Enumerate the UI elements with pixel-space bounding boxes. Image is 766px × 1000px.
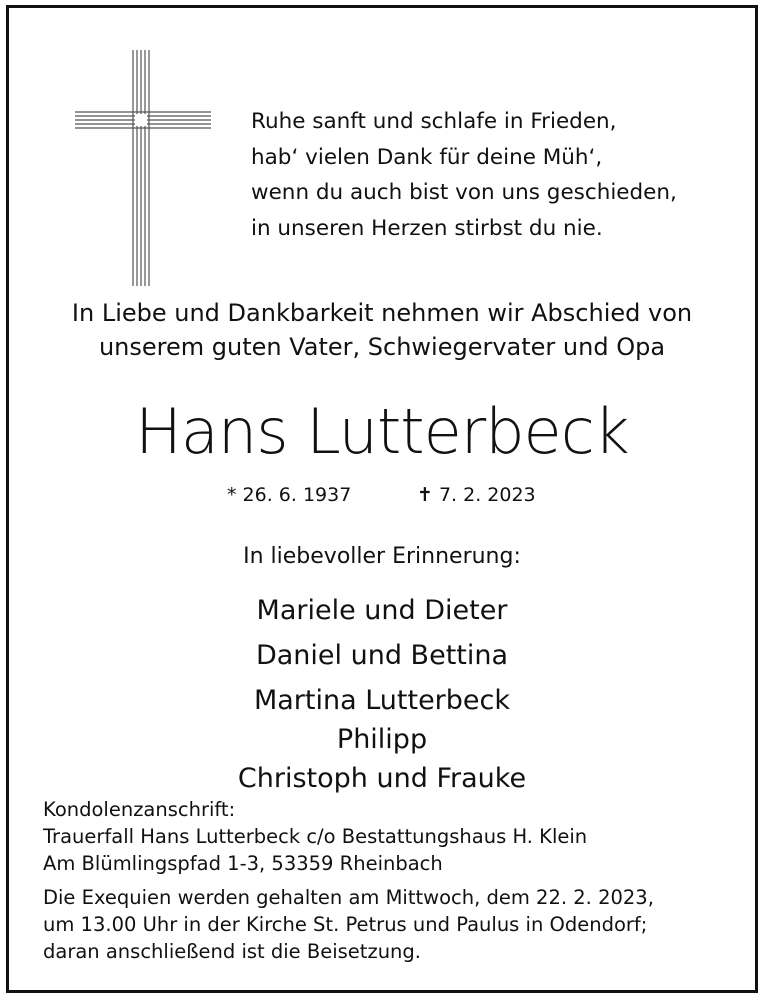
condolence-line-2: Am Blümlingspfad 1-3, 53359 Rheinbach (43, 852, 443, 875)
family-member: Martina Lutterbeck (253, 685, 511, 716)
service-line-3: daran anschließend ist die Beisetzung. (43, 940, 421, 963)
family-member: Daniel und Bettina (255, 640, 509, 671)
condolence-label: Kondolenzanschrift: (43, 798, 236, 821)
poem-line: wenn du auch bist von uns geschieden, (251, 180, 677, 205)
farewell-intro (9, 296, 755, 364)
obituary-notice (6, 5, 758, 993)
service-line-2: um 13.00 Uhr in der Kirche St. Petrus und Paulus in Odendorf; (43, 913, 648, 936)
family-list (9, 588, 755, 801)
birth-date: * 26. 6. 1937 (227, 484, 352, 506)
family-member: Mariele und Dieter (256, 595, 508, 626)
deceased-name: Hans Lutterbeck (135, 395, 629, 468)
service-line-1: Die Exequien werden gehalten am Mittwoch, dem 22. 2. 2023, (43, 886, 654, 909)
cross-icon (73, 48, 213, 288)
condolence-address (43, 796, 587, 877)
service-info (43, 884, 654, 965)
death-date: ✝ 7. 2. 2023 (417, 484, 536, 506)
family-member: Philipp (336, 724, 428, 755)
intro-line-1: In Liebe und Dankbarkeit nehmen wir Abschied von (71, 299, 693, 327)
memory-heading: In liebevoller Erinnerung: (243, 544, 521, 569)
poem-verse (251, 104, 677, 246)
family-member: Christoph und Frauke (237, 763, 527, 794)
poem-line: Ruhe sanft und schlafe in Frieden, (251, 109, 617, 134)
poem-line: hab‘ vielen Dank für deine Müh‘, (251, 144, 603, 170)
intro-line-2: unserem guten Vater, Schwiegervater und Opa (98, 333, 666, 361)
condolence-line-1: Trauerfall Hans Lutterbeck c/o Bestattungshaus H. Klein (43, 825, 588, 848)
poem-line: in unseren Herzen stirbst du nie. (251, 215, 603, 241)
